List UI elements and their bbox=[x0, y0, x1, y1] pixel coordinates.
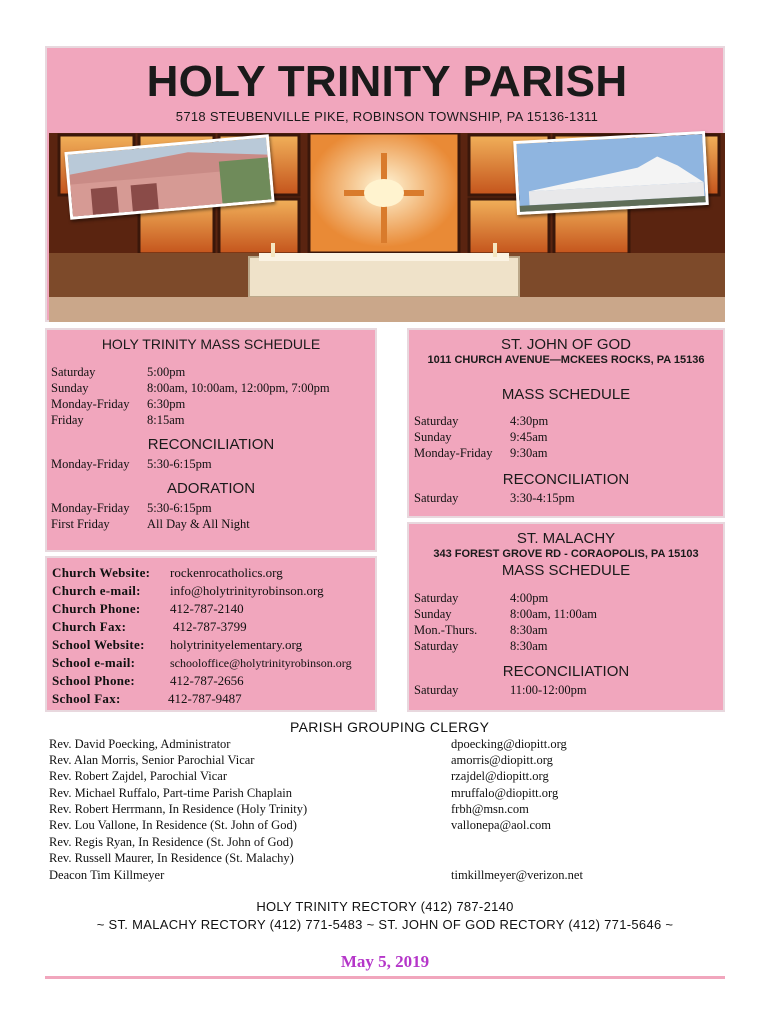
clergy-name: Rev. David Poecking, Administrator bbox=[49, 737, 231, 751]
footer-divider bbox=[45, 976, 725, 979]
school-email-link[interactable]: schooloffice@holytrinityrobinson.org bbox=[170, 656, 352, 670]
contact-label: School e-mail: bbox=[52, 655, 136, 670]
ht-reconciliation-time: 5:30-6:15pm bbox=[147, 457, 212, 471]
sj-reconciliation-time: 3:30-4:15pm bbox=[510, 491, 575, 505]
clergy-name: Rev. Regis Ryan, In Residence (St. John of God) bbox=[49, 835, 294, 849]
sj-mass-day: Monday-Friday bbox=[414, 446, 493, 460]
clergy-email-link[interactable]: amorris@diopitt.org bbox=[451, 753, 553, 767]
sj-mass-time: 9:30am bbox=[510, 446, 548, 460]
clergy-email-link[interactable]: frbh@msn.com bbox=[451, 802, 529, 816]
sm-title: ST. MALACHY bbox=[516, 530, 616, 547]
st-john-panel bbox=[407, 328, 725, 518]
clergy-email-link[interactable]: dpoecking@diopitt.org bbox=[451, 737, 567, 751]
sm-mass-time: 8:30am bbox=[510, 639, 548, 653]
sm-mass-time: 8:30am bbox=[510, 623, 548, 637]
ht-adoration-time: All Day & All Night bbox=[147, 517, 250, 531]
church-email-link[interactable]: info@holytrinityrobinson.org bbox=[170, 583, 324, 598]
sj-reconciliation-day: Saturday bbox=[414, 491, 459, 505]
sj-title: ST. JOHN OF GOD bbox=[500, 336, 631, 353]
sj-mass-time: 9:45am bbox=[510, 430, 548, 444]
church-phone-value: 412-787-2140 bbox=[170, 601, 244, 616]
contact-label: School Fax: bbox=[52, 691, 121, 706]
ht-mass-day: Friday bbox=[51, 413, 84, 427]
contact-label: Church e-mail: bbox=[52, 583, 141, 598]
contact-label: School Phone: bbox=[52, 673, 135, 688]
parish-title: HOLY TRINITY PARISH bbox=[146, 57, 628, 106]
ht-mass-day: Monday-Friday bbox=[51, 397, 130, 411]
ht-adoration-day: Monday-Friday bbox=[51, 501, 130, 515]
sm-mass-day: Saturday bbox=[414, 639, 459, 653]
contact-label: Church Phone: bbox=[52, 601, 141, 616]
bulletin-date: May 5, 2019 bbox=[340, 952, 430, 971]
clergy-name: Rev. Russell Maurer, In Residence (St. Malachy) bbox=[49, 851, 294, 865]
parish-header bbox=[45, 46, 725, 322]
sm-mass-day: Mon.-Thurs. bbox=[414, 623, 478, 637]
contact-label: Church Website: bbox=[52, 565, 151, 580]
ht-mass-day: Sunday bbox=[51, 381, 89, 395]
st-malachy-panel bbox=[407, 522, 725, 712]
school-website-link[interactable]: holytrinityelementary.org bbox=[170, 637, 303, 652]
sm-mass-day: Sunday bbox=[414, 607, 452, 621]
ht-mass-heading: HOLY TRINITY MASS SCHEDULE bbox=[101, 336, 321, 352]
church-website-link[interactable]: rockenrocatholics.org bbox=[170, 565, 283, 580]
sj-reconciliation-heading: RECONCILIATION bbox=[502, 471, 630, 488]
school-fax-value: 412-787-9487 bbox=[168, 691, 242, 706]
ht-mass-time: 8:00am, 10:00am, 12:00pm, 7:00pm bbox=[147, 381, 330, 395]
school-phone-value: 412-787-2656 bbox=[170, 673, 244, 688]
sj-mass-day: Saturday bbox=[414, 414, 459, 428]
clergy-name: Rev. Michael Ruffalo, Part-time Parish Chaplain bbox=[49, 786, 293, 800]
contact-label: School Website: bbox=[52, 637, 145, 652]
ht-mass-time: 5:00pm bbox=[147, 365, 186, 379]
sm-reconciliation-heading: RECONCILIATION bbox=[502, 663, 630, 680]
clergy-name: Rev. Lou Vallone, In Residence (St. John of God) bbox=[49, 818, 297, 832]
holy-trinity-schedule-panel bbox=[45, 328, 377, 552]
ht-adoration-time: 5:30-6:15pm bbox=[147, 501, 212, 515]
modern-church-illustration bbox=[516, 134, 708, 215]
parish-address: 5718 STEUBENVILLE PIKE, ROBINSON TOWNSHIP, PA 15136-1311 bbox=[175, 109, 599, 124]
ht-reconciliation-heading: RECONCILIATION bbox=[147, 436, 275, 453]
sj-mass-day: Sunday bbox=[414, 430, 452, 444]
ht-mass-day: Saturday bbox=[51, 365, 96, 379]
holy-trinity-rectory-line: HOLY TRINITY RECTORY (412) 787-2140 bbox=[256, 899, 514, 914]
sm-reconciliation-time: 11:00-12:00pm bbox=[510, 683, 587, 697]
ht-adoration-day: First Friday bbox=[51, 517, 110, 531]
sj-address: 1011 CHURCH AVENUE—MCKEES ROCKS, PA 15136 bbox=[427, 354, 705, 366]
clergy-name: Rev. Robert Zajdel, Parochial Vicar bbox=[49, 769, 228, 783]
ht-reconciliation-day: Monday-Friday bbox=[51, 457, 130, 471]
sm-reconciliation-day: Saturday bbox=[414, 683, 459, 697]
contact-panel bbox=[45, 556, 377, 712]
clergy-email-link[interactable]: timkillmeyer@verizon.net bbox=[451, 868, 583, 882]
sj-mass-time: 4:30pm bbox=[510, 414, 549, 428]
sm-mass-time: 4:00pm bbox=[510, 591, 549, 605]
sj-mass-heading: MASS SCHEDULE bbox=[501, 386, 631, 403]
ht-adoration-heading: ADORATION bbox=[166, 480, 256, 497]
clergy-email-link[interactable]: mruffalo@diopitt.org bbox=[451, 786, 559, 800]
clergy-heading: PARISH GROUPING CLERGY bbox=[290, 719, 490, 735]
clergy-name: Rev. Robert Herrmann, In Residence (Holy Trinity) bbox=[49, 802, 308, 816]
ht-mass-time: 8:15am bbox=[147, 413, 185, 427]
contact-label: Church Fax: bbox=[52, 619, 127, 634]
sm-mass-time: 8:00am, 11:00am bbox=[510, 607, 598, 621]
church-fax-value: 412-787-3799 bbox=[173, 619, 247, 634]
sm-address: 343 FOREST GROVE RD - CORAOPOLIS, PA 15103 bbox=[433, 548, 699, 560]
clergy-email-link[interactable]: rzajdel@diopitt.org bbox=[451, 769, 549, 783]
ht-mass-time: 6:30pm bbox=[147, 397, 186, 411]
rectory-phones-line: ~ ST. MALACHY RECTORY (412) 771-5483 ~ ST. JOHN OF GOD RECTORY (412) 771-5646 ~ bbox=[96, 917, 674, 932]
clergy-name: Rev. Alan Morris, Senior Parochial Vicar bbox=[49, 753, 255, 767]
sm-mass-heading: MASS SCHEDULE bbox=[501, 562, 631, 579]
sm-mass-day: Saturday bbox=[414, 591, 459, 605]
clergy-name: Deacon Tim Killmeyer bbox=[49, 868, 165, 882]
clergy-email-link[interactable]: vallonepa@aol.com bbox=[451, 818, 552, 832]
st-john-exterior-photo bbox=[513, 131, 709, 215]
